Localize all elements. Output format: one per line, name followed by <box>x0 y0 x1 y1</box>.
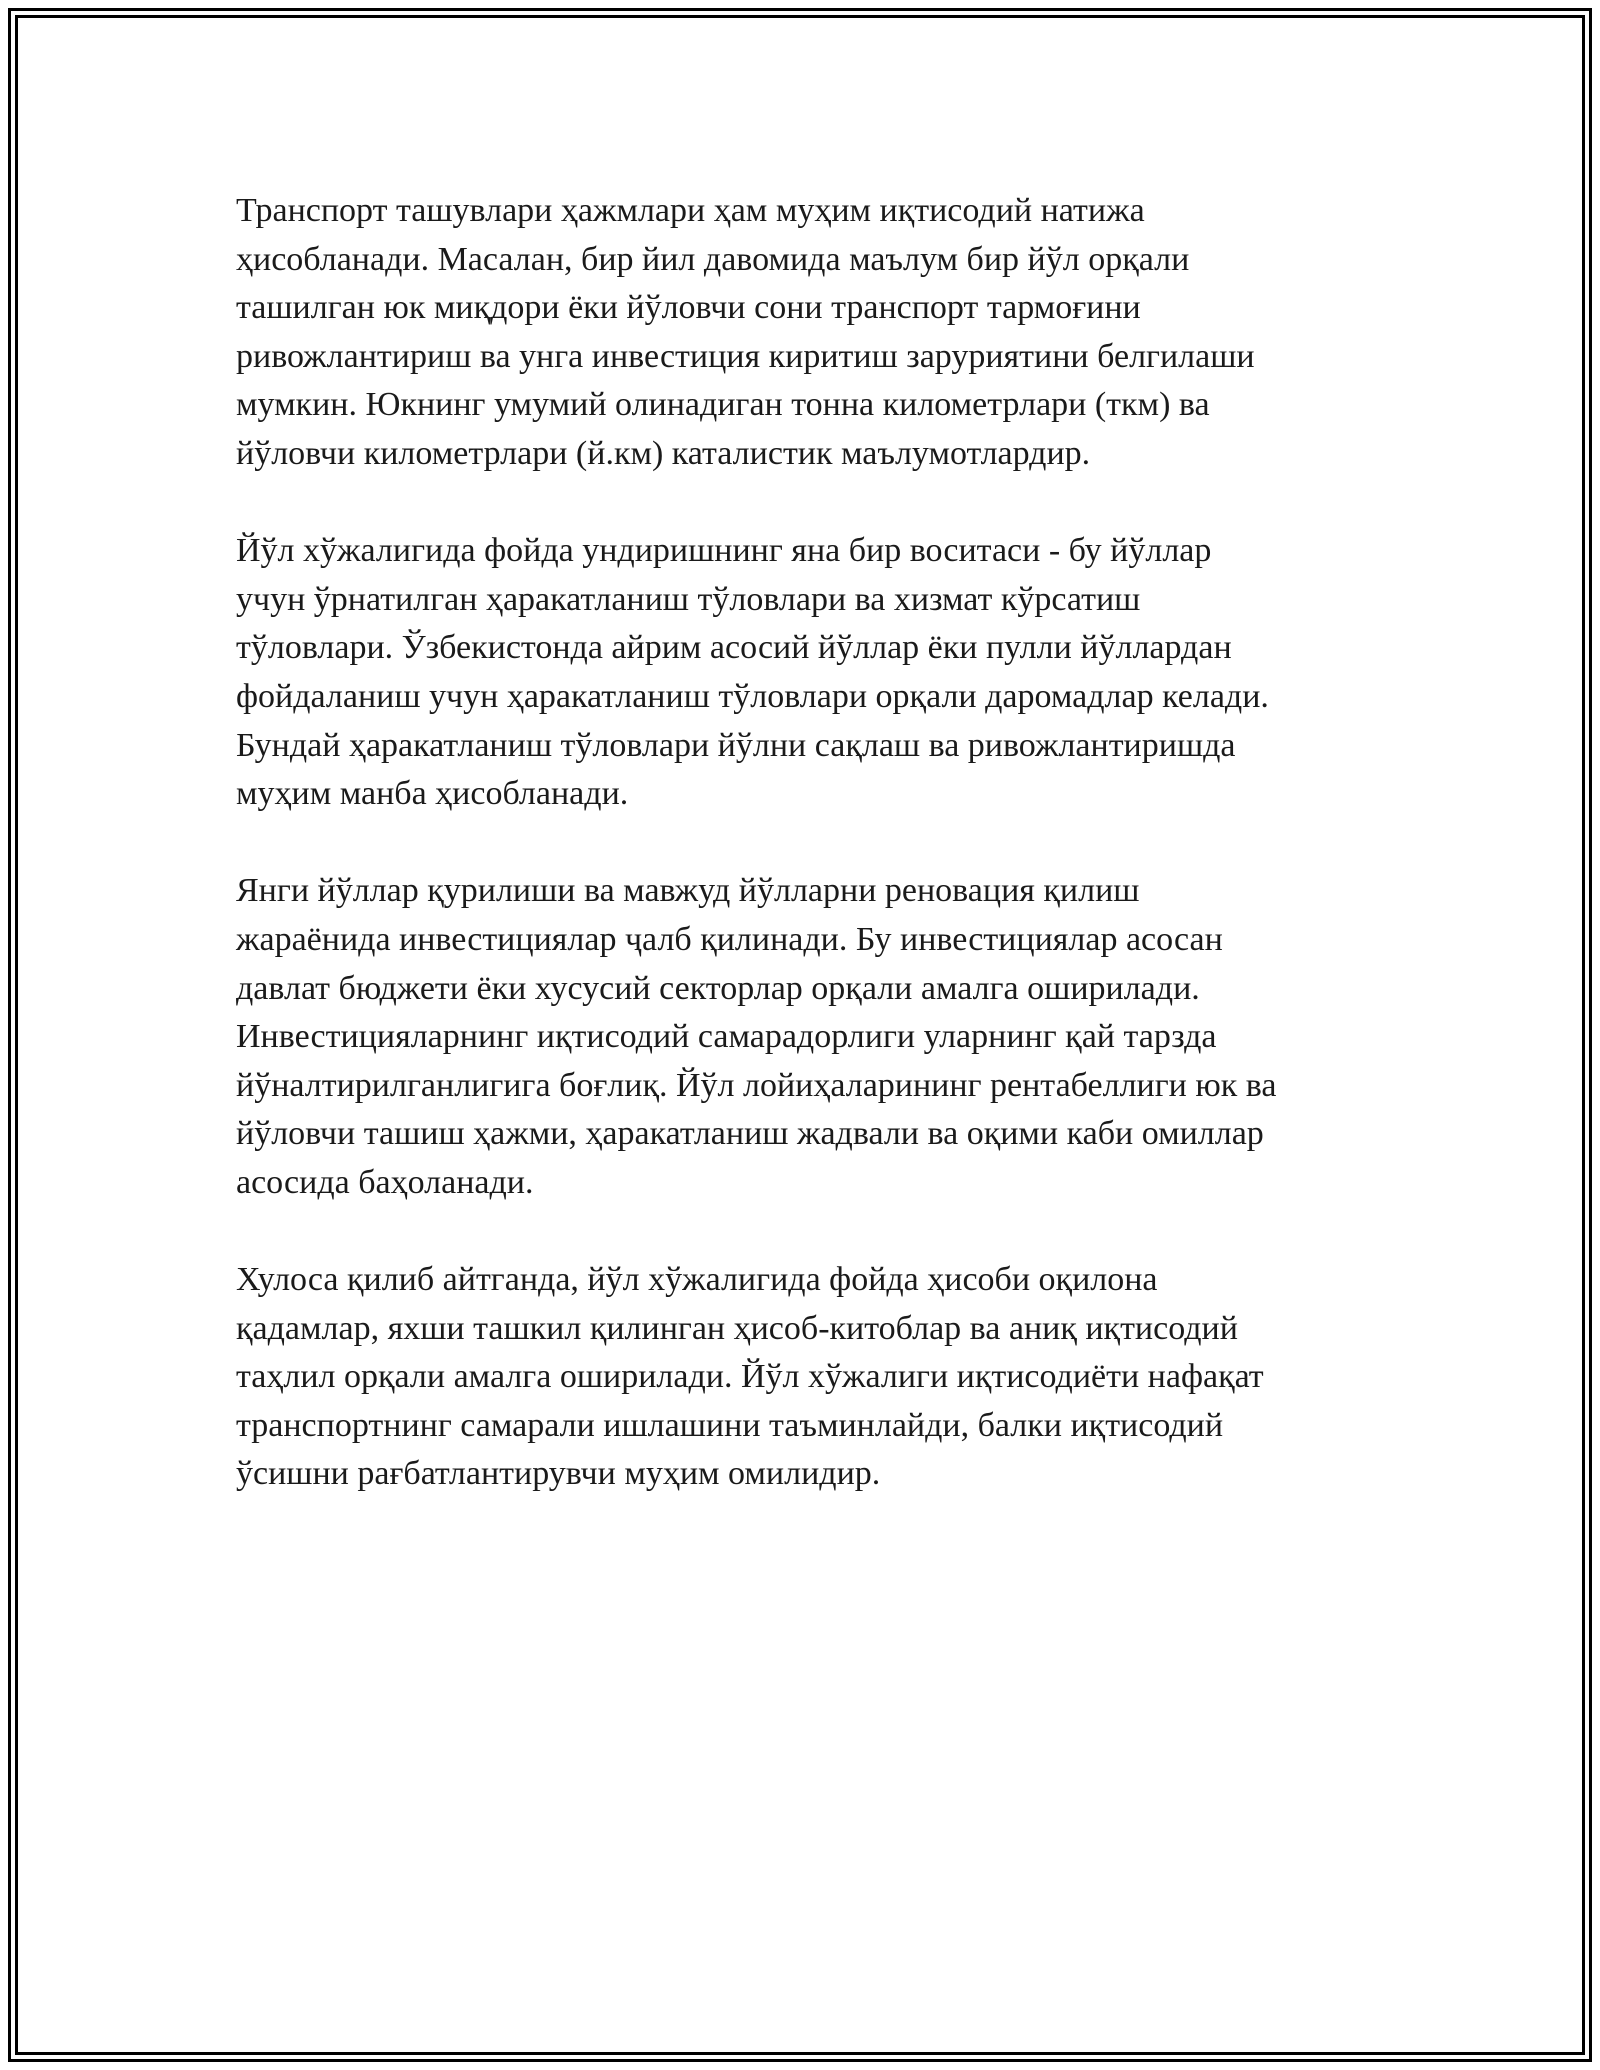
text-line: мумкин. Юкнинг умумий олинадиган тонна километрлари (ткм) ва <box>236 386 1210 424</box>
text-line: Йўл хўжалигида фойда ундиришнинг яна бир воситаси - бу йўллар <box>236 532 1212 570</box>
text-line: тўловлари. Ўзбекистонда айрим асосий йўллар ёки пулли йўллардан <box>236 629 1232 667</box>
text-line: ҳисобланади. Масалан, бир йил давомида маълум бир йўл орқали <box>236 240 1190 278</box>
text-line: йўналтирилганлигига боғлиқ. Йўл лойиҳаларининг рентабеллиги юк ва <box>236 1066 1277 1104</box>
text-line: Янги йўллар қурилиши ва мавжуд йўлларни реновация қилиш <box>236 872 1140 910</box>
paragraph-4 <box>236 1256 1376 1499</box>
text-line: таҳлил орқали амалга оширилади. Йўл хўжалиги иқтисодиёти нафақат <box>236 1358 1264 1396</box>
text-line: ривожлантириш ва унга инвестиция киритиш заруриятини белгилаши <box>236 337 1255 375</box>
text-line: Бундай ҳаракатланиш тўловлари йўлни сақлаш ва ривожлантиришда <box>236 726 1236 764</box>
text-line: фойдаланиш учун ҳаракатланиш тўловлари орқали даромадлар келади. <box>236 677 1269 715</box>
text-line: асосида баҳоланади. <box>236 1163 534 1201</box>
text-line: ташилган юк миқдори ёки йўловчи сони транспорт тармоғини <box>236 289 1141 327</box>
document-body <box>236 187 1376 1548</box>
text-line: Инвестицияларнинг иқтисодий самарадорлиги уларнинг қай тарзда <box>236 1018 1217 1056</box>
text-line: Хулоса қилиб айтганда, йўл хўжалигида фойда ҳисоби оқилона <box>236 1261 1158 1299</box>
paragraph-3 <box>236 867 1376 1207</box>
text-line: ўсишни рағбатлантирувчи муҳим омилидир. <box>236 1455 881 1493</box>
paragraph-1 <box>236 187 1376 479</box>
text-line: муҳим манба ҳисобланади. <box>236 775 629 813</box>
text-line: жараёнида инвестициялар ҷалб қилинади. Бу инвестициялар асосан <box>236 920 1223 958</box>
text-line: учун ўрнатилган ҳаракатланиш тўловлари ва хизмат кўрсатиш <box>236 580 1141 618</box>
paragraph-2 <box>236 527 1376 819</box>
text-line: йўловчи ташиш ҳажми, ҳаракатланиш жадвали ва оқими каби омиллар <box>236 1115 1264 1153</box>
text-line: давлат бюджети ёки хусусий секторлар орқали амалга оширилади. <box>236 969 1200 1007</box>
text-line: Транспорт ташувлари ҳажмлари ҳам муҳим иқтисодий натижа <box>236 192 1145 229</box>
text-line: қадамлар, яхши ташкил қилинган ҳисоб-китоблар ва аниқ иқтисодий <box>236 1309 1238 1347</box>
text-line: транспортнинг самарали ишлашини таъминлайди, балки иқтисодий <box>236 1406 1224 1444</box>
text-line: йўловчи километрлари (й.км) каталистик маълумотлардир. <box>236 434 1091 472</box>
